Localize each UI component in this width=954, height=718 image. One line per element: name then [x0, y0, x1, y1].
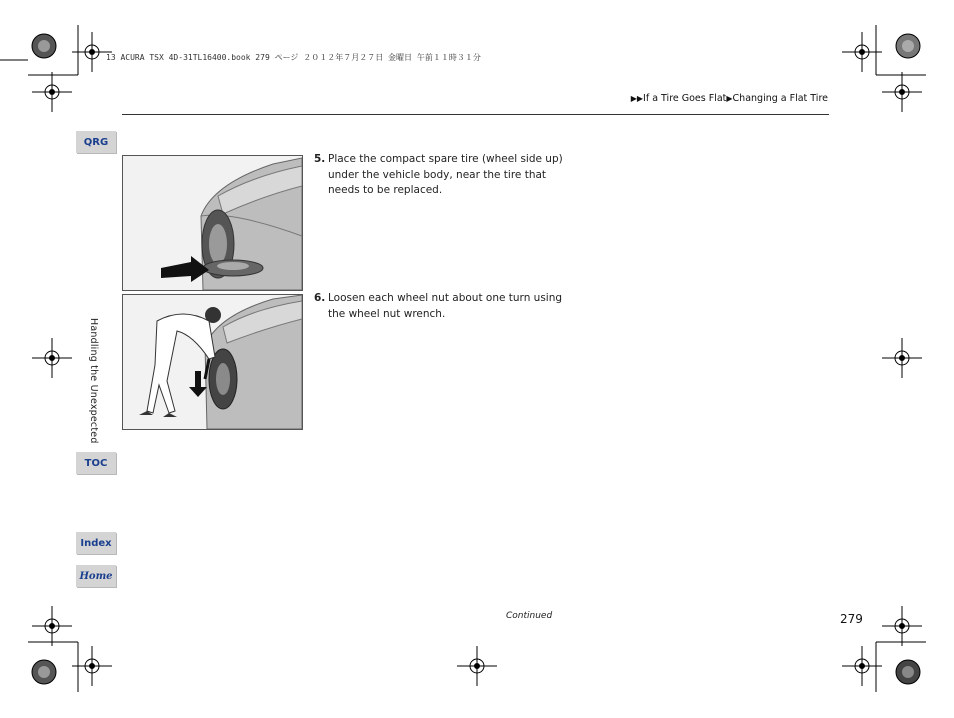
page-number: 279: [840, 612, 863, 626]
step-number: 6.: [314, 292, 326, 304]
step-number: 5.: [314, 153, 326, 165]
qrg-button[interactable]: QRG: [76, 131, 116, 153]
breadcrumb-parent[interactable]: If a Tire Goes Flat: [643, 93, 727, 104]
step-5: [314, 152, 564, 199]
toc-button[interactable]: TOC: [76, 452, 116, 474]
continued-label: Continued: [506, 611, 553, 621]
spare-tire-illustration: [122, 155, 303, 291]
breadcrumb-arrow-icon: ▶: [726, 94, 733, 103]
home-button[interactable]: Home: [76, 565, 116, 587]
header-rule: [122, 114, 829, 115]
breadcrumb-arrow-icon: ▶▶: [630, 94, 644, 103]
wheel-nut-illustration: [122, 294, 303, 430]
section-title: Handling the Unexpected: [88, 318, 99, 444]
index-button[interactable]: Index: [76, 532, 116, 554]
breadcrumb: [631, 93, 828, 104]
print-header: 13 ACURA TSX 4D-31TL16400.book 279 ページ ２０１２年７月２７日 金曜日 午前１１時３１分: [106, 53, 481, 62]
breadcrumb-current: Changing a Flat Tire: [732, 93, 828, 104]
step-text: Loosen each wheel nut about one turn using the wheel nut wrench.: [328, 292, 563, 320]
step-6: [314, 291, 564, 322]
step-text: Place the compact spare tire (wheel side up) under the vehicle body, near the tire that needs to be replaced.: [328, 153, 563, 196]
